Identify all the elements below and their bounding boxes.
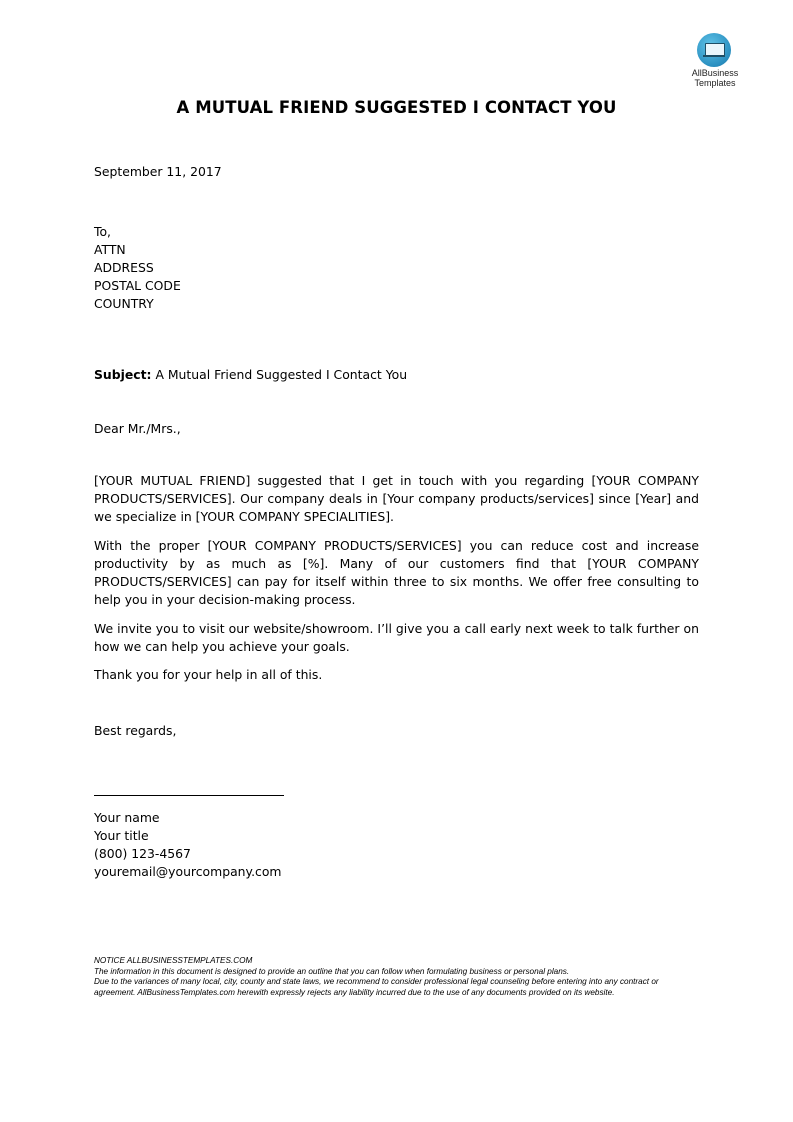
notice-line: Due to the variances of many local, city, county and state laws, we recommend to consider professional legal counseling before entering into any contract or agreement. AllBusinessTemplates.com herewith expressly rejects any liability incurred due to the use of any documents provided on its website. [94, 977, 659, 997]
signature-email: youremail@yourcompany.com [94, 864, 282, 879]
address-line: ADDRESS [94, 260, 154, 275]
document-title: A MUTUAL FRIEND SUGGESTED I CONTACT YOU [176, 98, 617, 117]
body-paragraph: With the proper [YOUR COMPANY PRODUCTS/SERVICES] you can reduce cost and increase productivity by as much as [%]. Many of our customers find that [YOUR COMPANY PRODUCTS/SERVICES] can pay for itself within three to six months. We offer free consulting to help you in your decision-making process. [94, 538, 699, 607]
address-line: COUNTRY [94, 296, 154, 311]
signature-title: Your title [94, 828, 149, 843]
body-paragraph: We invite you to visit our website/showroom. I’ll give you a call early next week to talk further on how we can help you achieve your goals. [94, 621, 699, 654]
address-line: POSTAL CODE [94, 278, 181, 293]
address-line: ATTN [94, 242, 126, 257]
laptop-icon [697, 33, 731, 67]
signature-line [94, 795, 284, 796]
logo-text [684, 68, 746, 88]
logo-line-1: AllBusiness [691, 68, 739, 78]
legal-notice [94, 956, 699, 998]
address-line: To, [94, 224, 111, 239]
salutation: Dear Mr./Mrs., [94, 421, 181, 436]
signature-phone: (800) 123-4567 [94, 846, 191, 861]
closing: Best regards, [94, 723, 177, 738]
body-paragraph: Thank you for your help in all of this. [94, 667, 323, 682]
subject-label: Subject: [94, 367, 152, 382]
notice-line: The information in this document is designed to provide an outline that you can follow when formulating business or personal plans. [94, 966, 570, 976]
subject-text: A Mutual Friend Suggested I Contact You [155, 367, 408, 382]
subject-line [94, 367, 407, 382]
notice-heading: NOTICE ALLBUSINESSTEMPLATES.COM [94, 956, 253, 965]
signature-name: Your name [94, 810, 160, 825]
body-paragraph: [YOUR MUTUAL FRIEND] suggested that I get in touch with you regarding [YOUR COMPANY PRODUCTS/SERVICES]. Our company deals in [Your company products/services] since [Year] and we specialize in [YOUR COMPANY SPECIALITIES]. [94, 473, 699, 524]
letter-date: September 11, 2017 [94, 164, 222, 179]
logo-line-2: Templates [694, 78, 736, 88]
